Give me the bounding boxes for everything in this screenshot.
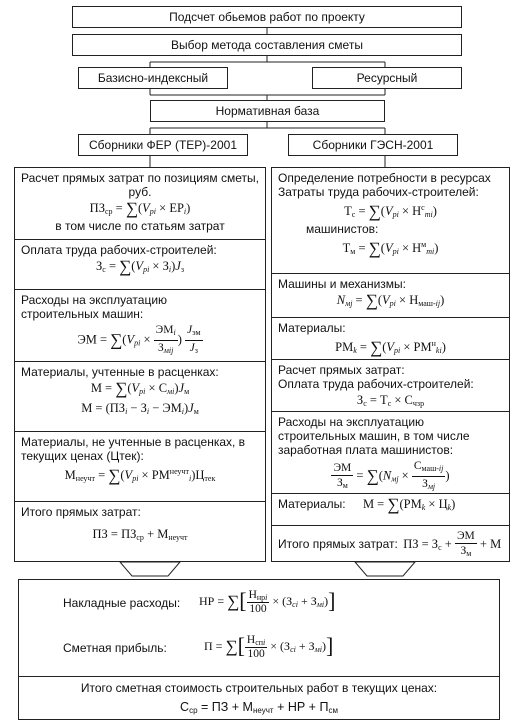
cell-title: Оплата труда рабочих-строителей:: [278, 377, 474, 391]
formula-m-right: $М = \sum(РМ_k \times Ц_k)$: [362, 495, 456, 514]
left-total: [15, 502, 265, 563]
formula-overhead: НР = ∑[ $Н_{нрi}$ 100 × $(З_{ci} + З_{мi})$]: [199, 588, 336, 616]
formula-materials-in-2: $М = (ПЗ_i - З_i - ЭМ_i)J_м$: [81, 401, 199, 416]
formula-pz-sr: $ПЗ_{ср} = \sum(V_{pi} \times ЕР_i)$: [89, 199, 191, 218]
cell-title: машинистов:: [306, 222, 379, 236]
arrow-left: [120, 562, 180, 576]
right-resource-need: [272, 168, 509, 274]
cell-title: Расчет прямых затрат по позициям сметы, руб.: [21, 171, 259, 199]
left-machines: [15, 290, 265, 362]
box-volume-count: [72, 6, 462, 28]
cell-title: Расчет прямых затрат:: [278, 363, 405, 377]
cell-title: Машины и механизмы:: [278, 277, 406, 291]
cell-title: Расходы на эксплуатацию строительных машин, в том числе заработная плата машинистов:: [278, 415, 470, 457]
right-machines: [272, 274, 509, 318]
left-panel: [14, 167, 266, 562]
cell-title: Расходы на эксплуатацию строительных машин:: [21, 293, 168, 321]
total-cost-title: Итого сметная стоимость строительных работ в текущих ценах:: [80, 681, 438, 695]
right-direct-calc: [272, 360, 509, 412]
formula-tc: $Т_с = \sum(V_{pi} \times Н^с_{тi})$: [344, 202, 437, 221]
formula-total-cost: $С_{ср}$ = ПЗ + $М_{неучт}$ + НР + $П_{см}$: [180, 700, 338, 715]
formula-pm: $РМ_k = \sum(V_{pi} \times РМ^н_{ki})$: [335, 338, 446, 357]
right-total: [272, 526, 509, 563]
formula-materials-in-1: $М = \sum(V_{pi} \times С_{мi})J_м$: [90, 379, 190, 398]
formula-materials-out: $М_{неучт} = \sum(V_{pi} \times РМ^{неучт}_i)Ц_{тек}$: [64, 466, 216, 485]
box-text: Сборники ФЕР (ТЕР)-2001: [89, 138, 237, 152]
box-method-choice: [72, 34, 462, 56]
formula-zc: $З_с = Т_с \times С_{чзр}$: [356, 393, 425, 408]
cell-title: Итого прямых затрат:: [21, 505, 141, 519]
formula-labor: $З_с = \sum(V_{pi} \times З_i)J_з$: [95, 257, 184, 276]
cell-title: Итого прямых затрат:: [278, 536, 398, 551]
formula-nm: $N_{мj} = \sum(V_{pi} \times Н_{маш-ij})$: [336, 291, 445, 310]
formula-tm: $Т_м = \sum(V_{pi} \times Н^м_{тi})$: [342, 239, 439, 258]
cell-title: Материалы, не учтенные в расценках, в текущих ценах (Цтек):: [21, 435, 246, 463]
cell-title: Материалы, учтенные в расценках:: [21, 365, 219, 379]
box-basis-index: [78, 67, 228, 89]
box-gesn: [288, 134, 458, 156]
arrow-right: [355, 562, 415, 576]
formula-profit: П = ∑[ $Н_{спi}$ 100 × $(З_{ci} + З_{мi})$]: [204, 633, 334, 661]
left-direct-costs: [15, 168, 265, 240]
formula-machines: ЭМ = $\sum(V_{pi}$ × $ЭМ_i$ $З_{мij}$ ) $J_{эм}$ $J_з$: [77, 324, 201, 355]
box-resource: [312, 67, 462, 89]
right-panel: [271, 167, 510, 562]
cell-title: Определение потребности в ресурсах: [278, 171, 491, 185]
left-labor: [15, 240, 265, 290]
bottom-divider: [19, 676, 499, 677]
formula-em-zm: ЭМ $З_м$ = $\sum(N_{мj}$ × $С_{маш-ij}$ $З_{мj}$ ): [333, 460, 450, 491]
formula-total-right: ПЗ = $З_с$ + ЭМ $З_м$ + М: [403, 530, 502, 558]
formula-total-left: ПЗ = $ПЗ_{ср} + М_{неучт}$: [92, 527, 188, 542]
box-text: Базисно-индексный: [97, 71, 209, 85]
box-text: Ресурсный: [356, 71, 418, 85]
box-text: Нормативная база: [215, 104, 320, 118]
cell-title: Затраты труда рабочих-строителей:: [278, 185, 479, 199]
box-text: Выбор метода составления сметы: [171, 38, 363, 52]
overhead-label: Накладные расходы:: [63, 596, 181, 610]
box-text: Подсчет обьемов работ по проекту: [169, 10, 365, 24]
left-materials-in: [15, 362, 265, 432]
cell-title: Материалы:: [278, 497, 346, 511]
right-materials-cost: [272, 494, 509, 526]
cell-title: Материалы:: [278, 321, 346, 335]
profit-label: Сметная прибыль:: [63, 641, 167, 655]
cell-title: Оплата труда рабочих-строителей:: [21, 243, 217, 257]
box-normative-base: [150, 100, 385, 122]
box-text: Сборники ГЭСН-2001: [312, 138, 434, 152]
right-machines-cost: [272, 412, 509, 494]
box-fer: [78, 134, 248, 156]
right-materials: [272, 318, 509, 360]
bottom-panel: [18, 579, 500, 720]
left-materials-out: [15, 432, 265, 502]
cell-note: в том числе по статьям затрат: [55, 219, 225, 233]
